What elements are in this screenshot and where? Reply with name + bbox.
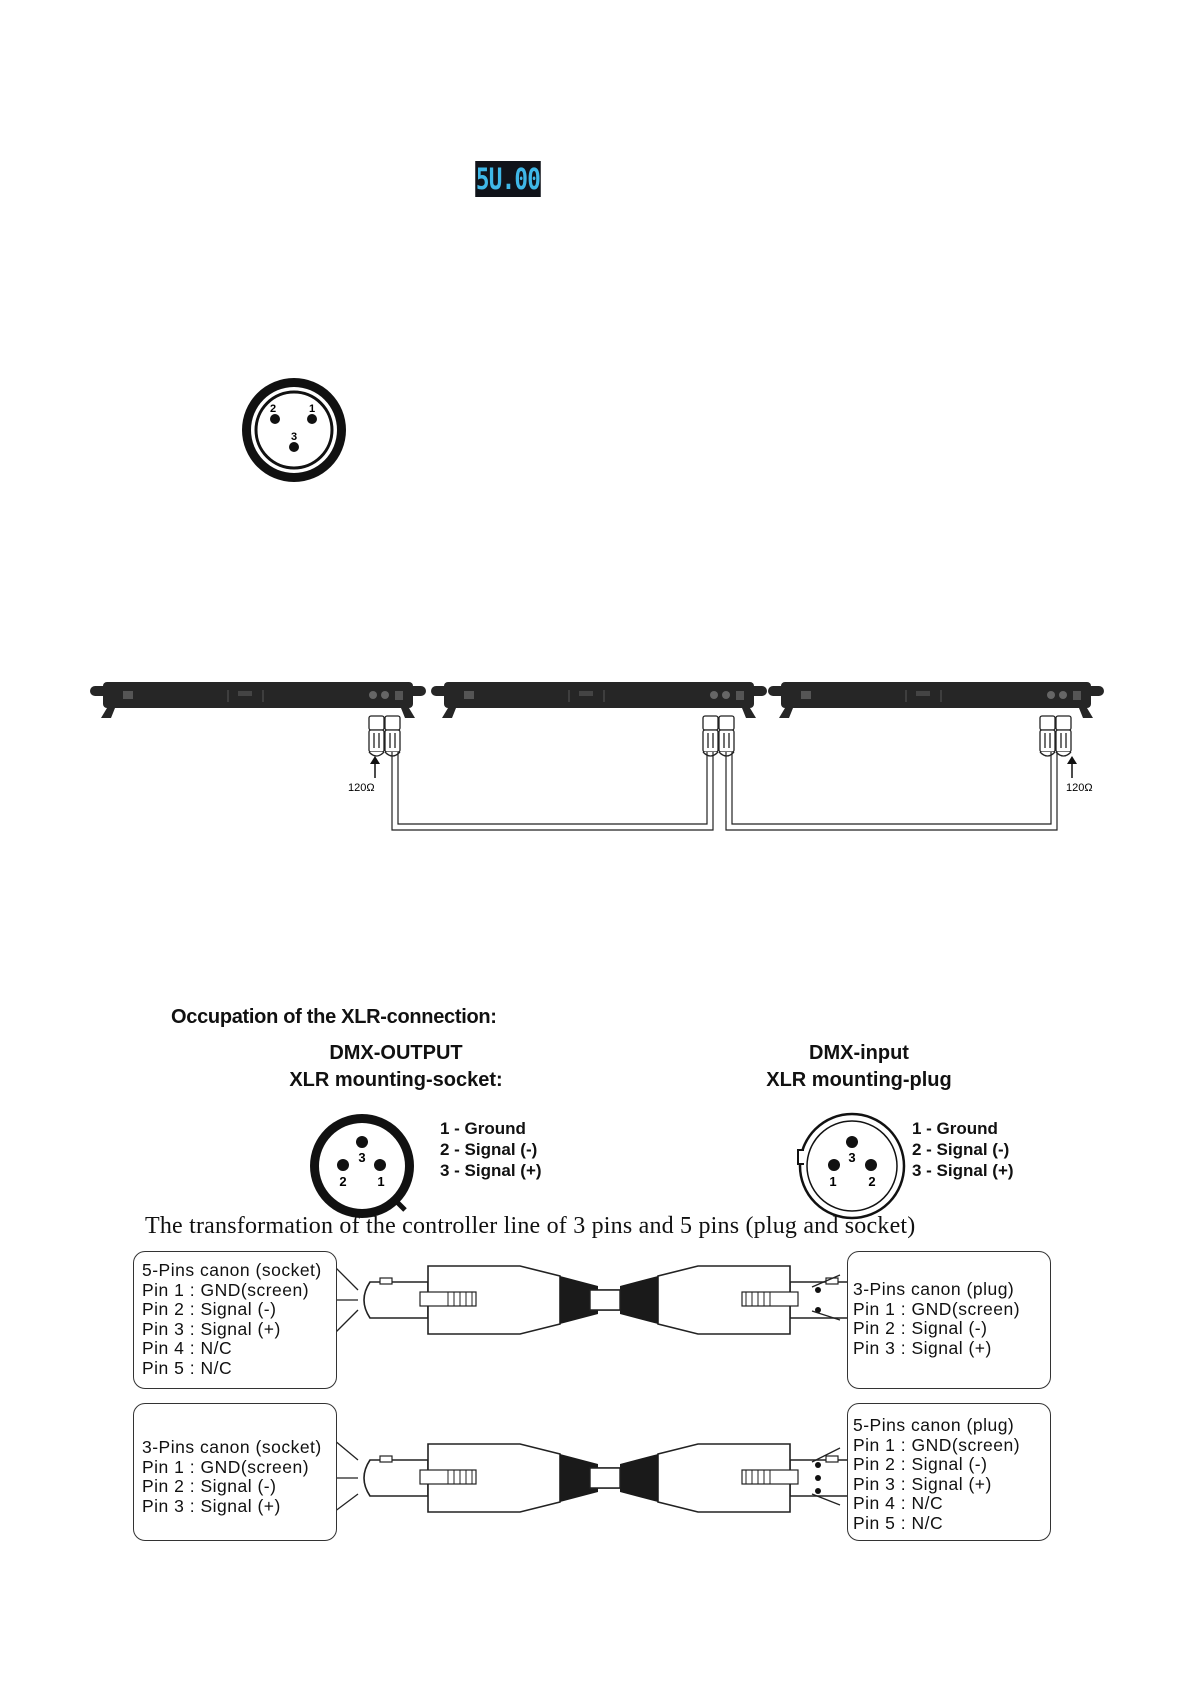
box-line: Pin 1 : GND(screen) xyxy=(142,1456,310,1477)
pin-item: 2 - Signal (-) xyxy=(440,1140,538,1159)
output-pin3-label: 3 xyxy=(358,1150,366,1165)
dmx-input-pin-list xyxy=(912,1118,1014,1181)
light-bar-2 xyxy=(431,682,767,718)
light-bar-1 xyxy=(90,682,426,718)
box-line: Pin 1 : GND(screen) xyxy=(853,1298,1021,1319)
cable-adapter-row-2 xyxy=(334,1440,854,1512)
dmx-input-title-line1: DMX-input xyxy=(809,1042,909,1064)
box-line: 5-Pins canon (plug) xyxy=(853,1415,1015,1435)
box-5pin-plug xyxy=(847,1403,1051,1541)
box-line: Pin 3 : Signal (+) xyxy=(853,1337,992,1358)
input-pin3-label: 3 xyxy=(848,1150,856,1165)
box-line: Pin 1 : GND(screen) xyxy=(853,1434,1021,1455)
input-pin2-label: 2 xyxy=(868,1174,876,1189)
pin-item: 1 - Ground xyxy=(440,1119,526,1138)
box-line: Pin 2 : Signal (-) xyxy=(853,1454,988,1474)
box-line: Pin 3 : Signal (+) xyxy=(142,1318,281,1339)
box-5pin-socket xyxy=(133,1251,337,1389)
box-line: Pin 3 : Signal (+) xyxy=(142,1495,281,1516)
box-line: Pin 4 : N/C xyxy=(853,1493,944,1513)
dmx-input-title xyxy=(714,1040,1004,1094)
box-line: Pin 2 : Signal (-) xyxy=(142,1476,277,1496)
box-3pin-socket xyxy=(133,1403,337,1541)
box-line: Pin 2 : Signal (-) xyxy=(853,1318,988,1338)
transformation-title: The transformation of the controller line of 3 pins and 5 pins (plug and socket) xyxy=(145,1213,916,1239)
dmx-output-socket-icon xyxy=(310,1114,414,1218)
box-line: Pin 3 : Signal (+) xyxy=(853,1473,992,1494)
box-line: 5-Pins canon (socket) xyxy=(142,1260,322,1280)
dmx-output-pin-list xyxy=(440,1118,542,1181)
occupation-heading: Occupation of the XLR-connection: xyxy=(171,1006,497,1028)
dmx-input-title-line2: XLR mounting-plug xyxy=(766,1069,952,1091)
terminator-right-label: 120Ω xyxy=(1066,782,1093,794)
pin-item: 3 - Signal (+) xyxy=(440,1161,542,1180)
light-bar-3 xyxy=(768,682,1104,718)
xlr-socket-top-icon xyxy=(242,378,346,482)
box-line: Pin 2 : Signal (-) xyxy=(142,1299,277,1319)
box-line: Pin 5 : N/C xyxy=(142,1357,233,1378)
box-line: 3-Pins canon (plug) xyxy=(853,1279,1015,1299)
dmx-output-title-line2: XLR mounting-socket: xyxy=(289,1069,503,1091)
pin-item: 3 - Signal (+) xyxy=(912,1161,1014,1180)
box-line: Pin 4 : N/C xyxy=(142,1338,233,1358)
output-pin2-label: 2 xyxy=(339,1174,347,1189)
pin-item: 2 - Signal (-) xyxy=(912,1140,1010,1159)
xlr-top-pin2: 2 xyxy=(269,403,277,415)
box-line: Pin 1 : GND(screen) xyxy=(142,1279,310,1300)
dmx-chain-diagram xyxy=(90,682,1104,830)
box-line: 3-Pins canon (socket) xyxy=(142,1437,322,1457)
pin-item: 1 - Ground xyxy=(912,1119,998,1138)
cable-adapter-row-1 xyxy=(334,1266,854,1334)
lcd-display: 5U.00 xyxy=(475,162,541,196)
output-pin1-label: 1 xyxy=(377,1174,385,1189)
xlr-top-pin1: 1 xyxy=(308,403,316,415)
input-pin1-label: 1 xyxy=(829,1174,837,1189)
dmx-output-title xyxy=(236,1040,556,1094)
xlr-top-pin3: 3 xyxy=(290,431,298,443)
dmx-output-title-line1: DMX-OUTPUT xyxy=(329,1042,463,1064)
box-3pin-plug xyxy=(847,1251,1051,1389)
box-line: Pin 5 : N/C xyxy=(853,1512,944,1533)
dmx-input-plug-icon xyxy=(798,1114,904,1218)
terminator-left-label: 120Ω xyxy=(348,782,375,794)
